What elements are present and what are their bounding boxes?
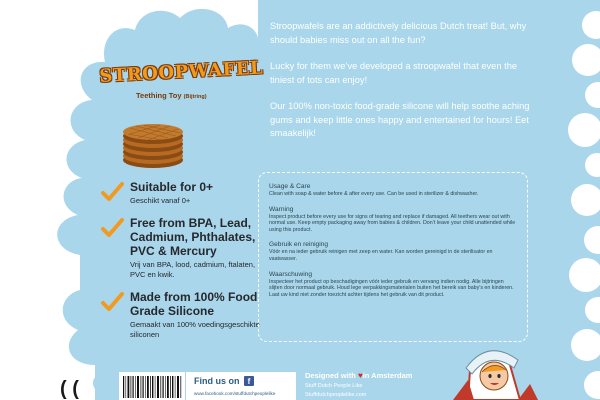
section-heading: Warning: [269, 205, 294, 213]
facebook-url[interactable]: www.facebook.com/stuffdutchpeoplelike: [194, 391, 276, 396]
heart-icon: ♥: [357, 371, 363, 380]
company-name: Stuff Dutch People Like: [305, 383, 363, 389]
feature-subtitle: Vrij van BPA, lood, cadmium, ftalaten, PVC en kwik.: [130, 260, 256, 279]
find-us-box: [186, 372, 296, 400]
description-paragraph: Our 100% non-toxic food-grade silicone will help soothe aching gums and keep little ones happy and entertained for hours! Eet smaakelijk!: [270, 101, 530, 138]
description-paragraph: Stroopwafels are an addictively delicious Dutch treat! But, why should babies miss out on all the fun?: [270, 21, 527, 45]
logo-title: STROOPWAFEL: [98, 57, 264, 87]
logo-subtitle-small: (Bijtring): [183, 94, 207, 100]
description-paragraph: Lucky for them we’ve developed a stroopwafel that even the tiniest of tots can enjoy!: [270, 61, 518, 85]
checkmark-icon: [100, 180, 124, 204]
section-text: Vóór en na ieder gebruik reinigen met zeep en water. Kan worden gereinigd in de sterilisator en vaatwasser.: [269, 249, 493, 262]
feature-title: Made from 100% Food Grade Silicone: [130, 290, 258, 318]
logo-subtitle: [136, 91, 250, 100]
company-website[interactable]: Stuffdutchpeoplelike.com: [305, 392, 367, 398]
designed-in-amsterdam: [305, 371, 412, 380]
usage-care-box: [258, 172, 528, 342]
feature-title: Free from BPA, Lead, Cadmium, Phthalates, PVC & Mercury: [130, 216, 256, 258]
designed-prefix: Designed with: [305, 371, 356, 380]
checkmark-icon: [100, 290, 124, 314]
feature-item: [100, 216, 265, 280]
warning-section: [269, 206, 517, 234]
waarschuwing-section: [269, 271, 517, 299]
feature-subtitle: Geschikt vanaf 0+: [130, 196, 191, 205]
section-text: Clean with soap & water before & after every use. Can be used in sterilizer & dishwasher.: [269, 191, 479, 197]
section-text: Inspecteer het product op beschadigingen vóór ieder gebruik en vervang indien nodig. Alle bijtringen slijten door normaal gebruik. Houd lege verpakkingsmaterialen buiten het bereik van baby’s en kinderen. Laat uw kind niet zonder toezicht achter tijdens het gebruik van dit product.: [269, 278, 514, 298]
facebook-icon[interactable]: f: [244, 376, 254, 386]
section-heading: Gebruik en reiniging: [269, 241, 329, 249]
feature-title: Suitable for 0+: [130, 180, 214, 194]
feature-list: [100, 180, 265, 350]
barcode-icon: [119, 372, 185, 400]
stroopwafel-logo: [98, 57, 264, 100]
logo-subtitle-main: Teething Toy: [136, 91, 182, 100]
product-description: [270, 20, 538, 154]
feature-subtitle: Gemaakt van 100% voedingsgeschikte siliconen: [130, 320, 260, 339]
feature-item: [100, 180, 265, 206]
section-heading: Usage & Care: [269, 183, 311, 190]
section-text: Inspect product before every use for signs of tearing and replace if damaged. All teethers wear out with normal use. Keep empty packaging away from babies & children. Don’t leave your child unattended while using this product.: [269, 213, 516, 233]
checkmark-icon: [100, 216, 124, 240]
designed-suffix: in Amsterdam: [362, 371, 413, 380]
gebruik-section: [269, 241, 517, 262]
section-heading: Waarschuwing: [269, 270, 312, 278]
mascot-icon: [448, 340, 543, 400]
stroopwafel-stack-icon: [118, 112, 188, 172]
find-us-label: Find us on: [194, 376, 240, 386]
crop-mark: ( (: [60, 378, 79, 400]
usage-care-section: [269, 183, 517, 198]
feature-item: [100, 290, 265, 340]
